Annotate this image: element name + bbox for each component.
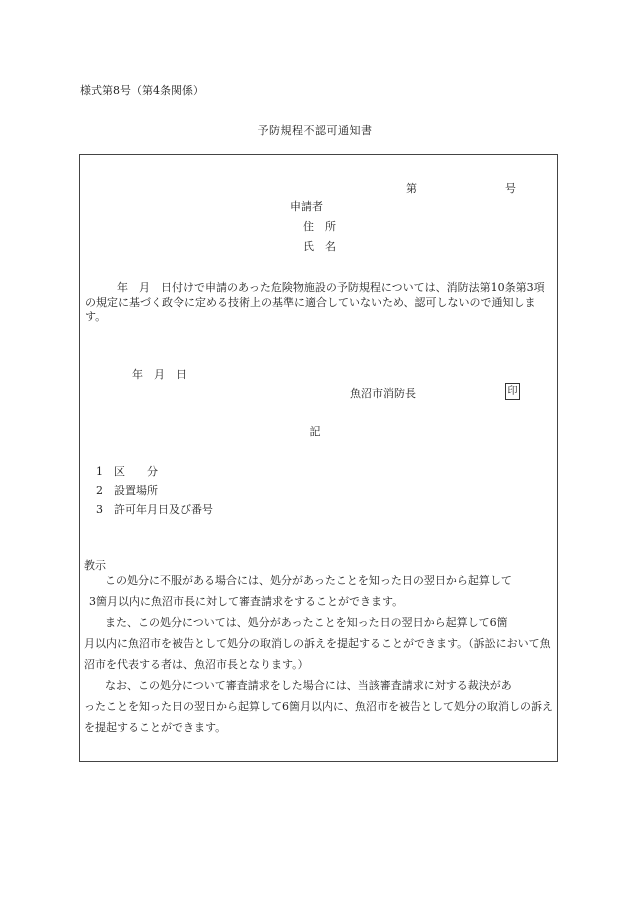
document-number-prefix: 第 (406, 182, 417, 195)
instruction-paragraph-2-first-line: また、この処分については、処分があったことを知った日の翌日から起算して6箇 (105, 616, 508, 629)
instruction-paragraph-3-rest: ったことを知った日の翌日から起算して6箇月以内に、魚沼市を被告として処分の取消しの訴えを提起することができます。 (84, 700, 553, 734)
instruction-paragraph-2 (84, 612, 554, 675)
instruction-paragraph-2-rest: 月以内に魚沼市を被告として処分の取消しの訴えを提起することができます。（訴訟において魚沼市を代表する者は、魚沼市長となります。） (84, 637, 551, 671)
instruction-paragraph-1 (84, 570, 554, 612)
item-installation-site: 2 設置場所 (96, 484, 158, 497)
item-permit-date-number: 3 許可年月日及び番号 (96, 503, 213, 516)
issue-date-line: 年 月 日 (132, 368, 187, 381)
name-label: 氏 名 (303, 240, 336, 253)
sender-title: 魚沼市消防長 (350, 387, 416, 400)
instruction-paragraph-3-first-line: なお、この処分について審査請求をした場合には、当該審査請求に対する裁決があ (105, 679, 512, 692)
ki-heading: 記 (309, 425, 321, 438)
document-title: 予防規程不認可通知書 (257, 124, 373, 137)
address-label: 住 所 (303, 220, 336, 233)
seal-mark: 印 (505, 383, 520, 400)
applicant-label: 申請者 (290, 200, 323, 213)
instruction-heading: 教示 (84, 559, 106, 572)
notice-body: 年 月 日付けで申請のあった危険物施設の予防規程については、消防法第10条第3項の規定に基づく政令に定める技術上の基準に適合していないため、認可しないので通知します。 (85, 281, 545, 323)
document-number-suffix: 号 (505, 182, 516, 195)
form-number: 様式第8号（第4条関係） (80, 84, 204, 97)
instruction-paragraph-1-rest: 3箇月以内に魚沼市長に対して審査請求をすることができます。 (89, 595, 404, 608)
instruction-paragraph-3 (84, 675, 554, 738)
instruction-paragraph-1-first-line: この処分に不服がある場合には、処分があったことを知った日の翌日から起算して (105, 574, 512, 587)
item-classification: 1 区 分 (96, 465, 158, 478)
